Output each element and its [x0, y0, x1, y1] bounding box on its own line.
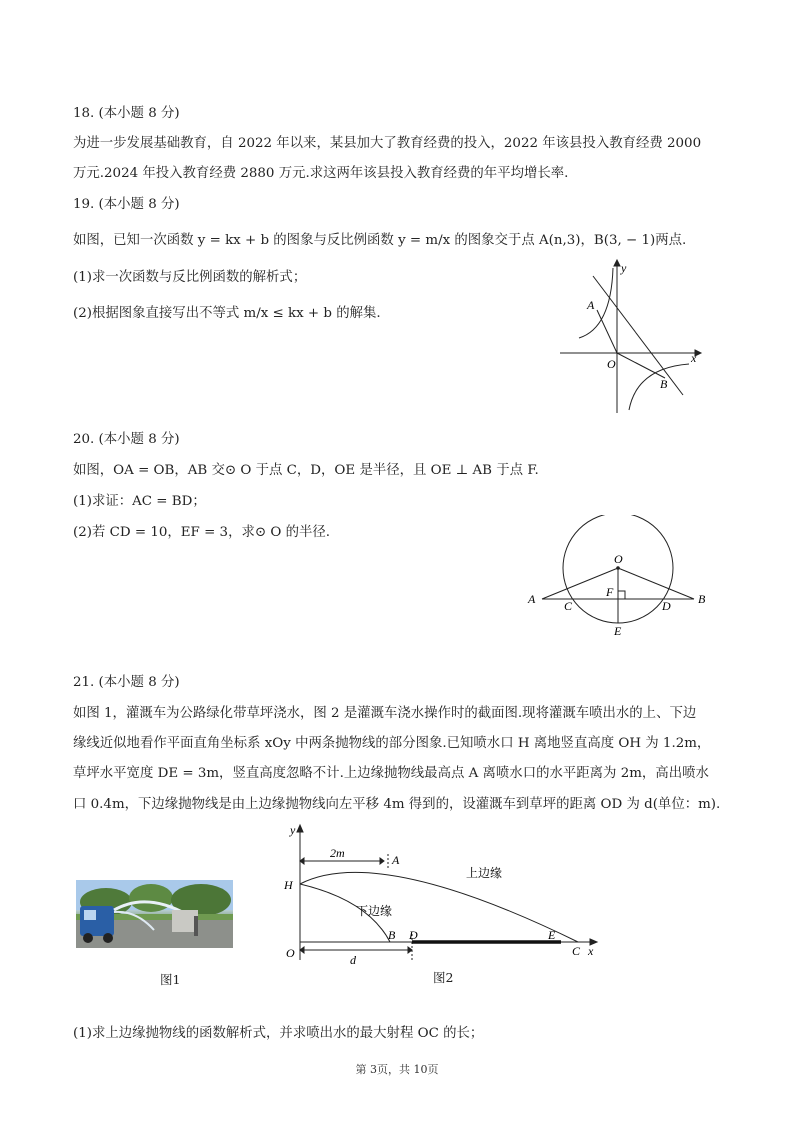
q20-label-B: B [698, 592, 706, 606]
figure1-caption: 图1 [160, 972, 181, 987]
q20-label-C: C [564, 599, 573, 613]
q21-text-line2: 缘线近似地看作平面直角坐标系 xOy 中两条抛物线的部分图象.已知喷水口 H 离地竖直高度 OH 为 1.2m， [73, 736, 711, 751]
q21-label-E: E [548, 928, 556, 942]
q19-label-O: O [607, 357, 616, 371]
q20-part2: (2)若 CD = 10，EF = 3，求⊙ O 的半径. [73, 525, 330, 540]
q20-label-F: F [606, 585, 614, 599]
figure2-caption: 图2 [433, 970, 454, 985]
q18-heading: 18. (本小题 8 分) [73, 106, 180, 121]
q21-figure [278, 822, 608, 967]
q21-label-H: H [284, 878, 293, 892]
q21-text-line3: 草坪水平宽度 DE = 3m，竖直高度忽略不计.上边缘抛物线最高点 A 离喷水口的水平距离为 2m，高出喷水 [73, 766, 709, 781]
q21-label-x: x [588, 944, 594, 958]
q20-label-O: O [614, 552, 623, 566]
q19-intro: 如图，已知一次函数 y = kx + b 的图象与反比例函数 y = m/x 的图象交于点 A(n,3)，B(3, − 1)两点. [73, 233, 687, 248]
q20-heading: 20. (本小题 8 分) [73, 432, 180, 447]
q19-figure [555, 258, 705, 418]
q20-intro: 如图，OA = OB，AB 交⊙ O 于点 C，D，OE 是半径，且 OE ⊥ AB 于点 F. [73, 463, 539, 478]
q21-label-D: D [409, 928, 418, 942]
irrigation-truck-photo [76, 880, 233, 948]
q19-part1: (1)求一次函数与反比例函数的解析式； [73, 270, 307, 285]
q21-label-C: C [572, 944, 581, 958]
q21-text-line4: 口 0.4m，下边缘抛物线是由上边缘抛物线向左平移 4m 得到的，设灌溉车到草坪的距离 OD 为 d(单位：m). [73, 797, 721, 812]
q21-label-O: O [286, 946, 295, 960]
q21-label-y: y [290, 823, 296, 837]
q21-label-lower-edge: 下边缘 [356, 904, 393, 918]
q21-text-line1: 如图 1，灌溉车为公路绿化带草坪浇水，图 2 是灌溉车浇水操作时的截面图.现将灌溉车喷出水的上、下边 [73, 706, 697, 721]
q20-label-E: E [614, 624, 622, 638]
page-footer: 第 3页，共 10页 [355, 1063, 439, 1076]
q21-label-d: d [350, 953, 356, 967]
q21-label-2m: 2m [330, 846, 345, 860]
q21-label-A: A [392, 853, 400, 867]
q18-text-line1: 为进一步发展基础教育，自 2022 年以来，某县加大了教育经费的投入，2022 年该县投入教育经费 2000 [73, 136, 702, 151]
q20-figure [522, 515, 722, 645]
q21-heading: 21. (本小题 8 分) [73, 675, 180, 690]
q20-label-A: A [528, 592, 536, 606]
q19-label-A: A [587, 298, 595, 312]
q19-part2: (2)根据图象直接写出不等式 m/x ≤ kx + b 的解集. [73, 306, 381, 321]
q21-part1: (1)求上边缘抛物线的函数解析式，并求喷出水的最大射程 OC 的长； [73, 1026, 484, 1041]
q19-label-B: B [660, 377, 668, 391]
q21-label-B: B [388, 928, 396, 942]
q19-label-x: x [691, 351, 697, 365]
q20-label-D: D [662, 599, 671, 613]
q20-part1: (1)求证：AC = BD； [73, 494, 206, 509]
q21-label-upper-edge: 上边缘 [466, 866, 503, 880]
q19-heading: 19. (本小题 8 分) [73, 197, 180, 212]
q18-text-line2: 万元.2024 年投入教育经费 2880 万元.求这两年该县投入教育经费的年平均增长率. [73, 166, 569, 181]
q19-label-y: y [621, 261, 627, 275]
